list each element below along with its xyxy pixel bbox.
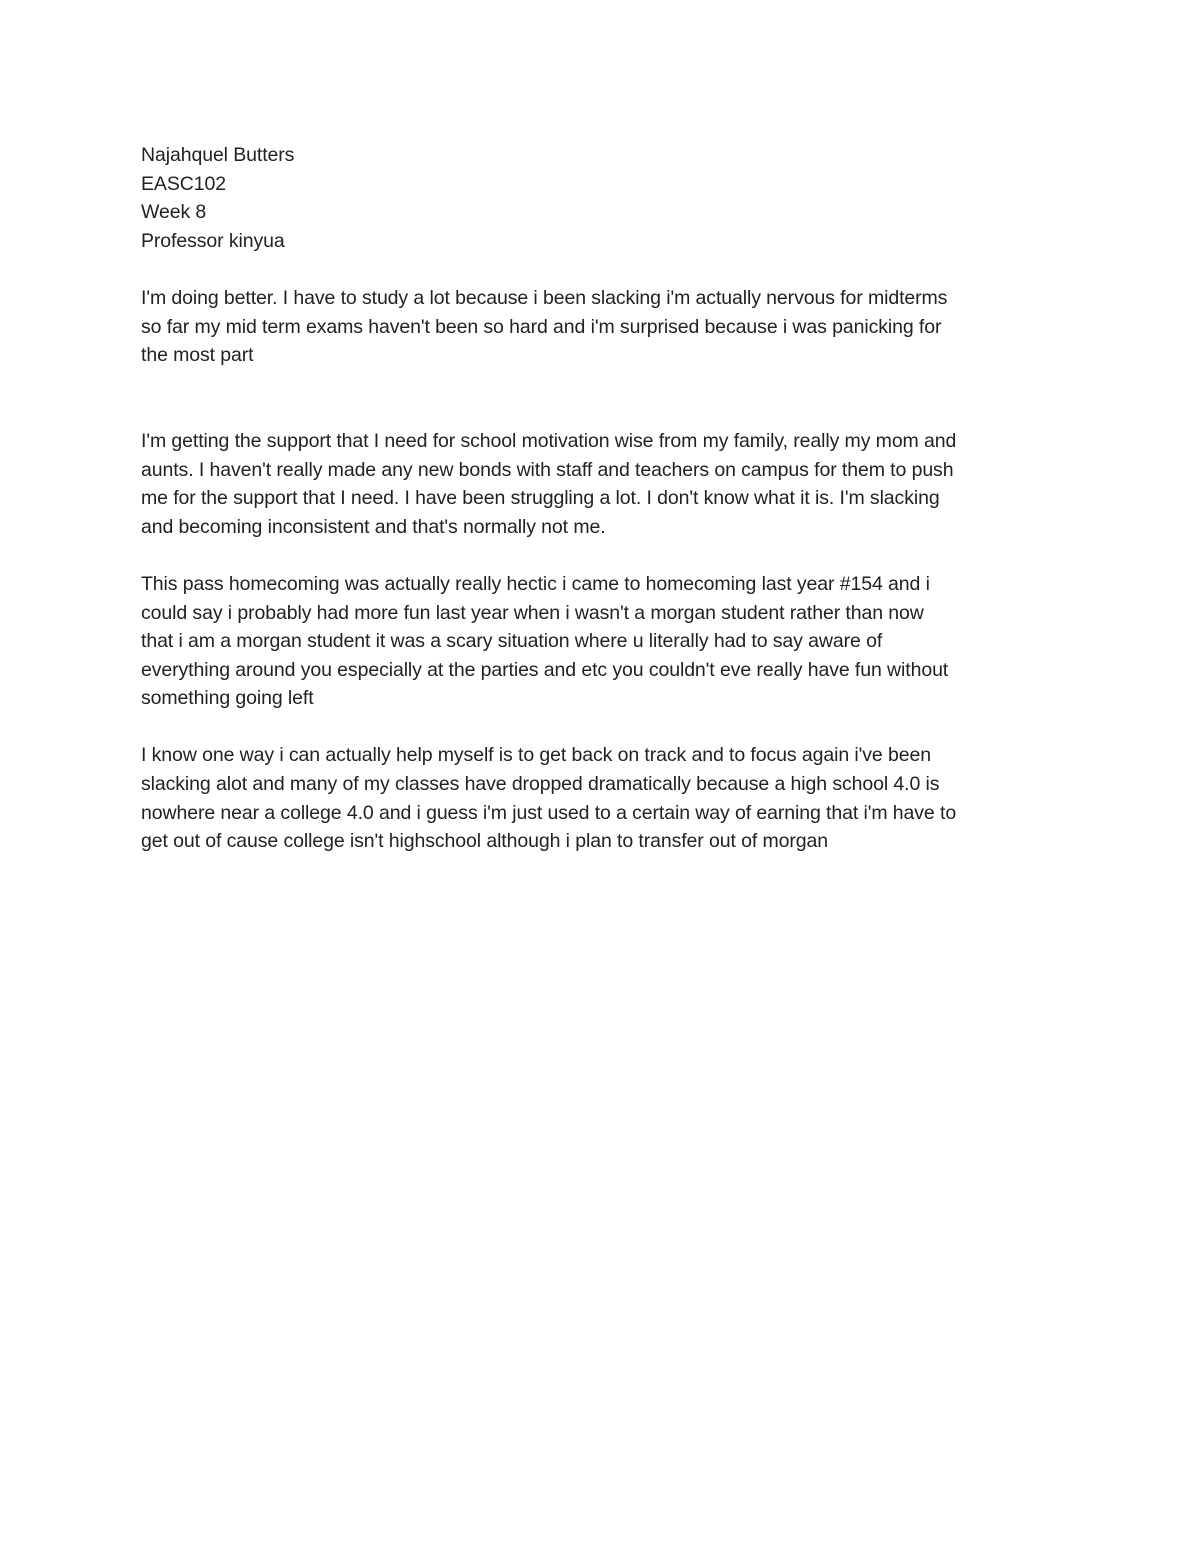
paragraph-1 — [141, 284, 1061, 370]
paragraph-line: I'm doing better. I have to study a lot because i been slacking i'm actually nervous for midterms — [141, 286, 948, 309]
course-code: EASC102 — [141, 172, 226, 195]
paragraph-line: I know one way i can actually help myself is to get back on track and to focus again i've been — [141, 744, 931, 767]
paragraph-line: the most part — [141, 344, 254, 367]
paragraph-line: that i am a morgan student it was a scary situation where u literally had to say aware of — [141, 630, 883, 653]
paragraph-line: I'm getting the support that I need for school motivation wise from my family, really my mom and — [141, 429, 957, 452]
paragraph-line: aunts. I haven't really made any new bonds with staff and teachers on campus for them to push — [141, 458, 954, 481]
paragraph-line: so far my mid term exams haven't been so hard and i'm surprised because i was panicking for — [141, 315, 942, 338]
student-name: Najahquel Butters — [141, 144, 295, 166]
paragraph-3 — [141, 570, 1061, 713]
paragraph-line: get out of cause college isn't highschool although i plan to transfer out of morgan — [141, 830, 829, 853]
document-body — [141, 141, 1061, 856]
document-header — [141, 141, 1061, 255]
paragraph-line: slacking alot and many of my classes have dropped dramatically because a high school 4.0 is — [141, 773, 940, 796]
paragraph-spacer — [141, 370, 1061, 427]
paragraph-spacer — [141, 541, 1061, 570]
paragraph-spacer — [141, 713, 1061, 742]
paragraph-line: nowhere near a college 4.0 and i guess i'm just used to a certain way of earning that i'm have to — [141, 801, 957, 824]
professor-name: Professor kinyua — [141, 229, 285, 252]
paragraph-4 — [141, 741, 1061, 855]
paragraph-line: and becoming inconsistent and that's normally not me. — [141, 515, 606, 538]
paragraph-2 — [141, 427, 1061, 541]
paragraph-line: something going left — [141, 687, 314, 710]
paragraph-line: me for the support that I need. I have been struggling a lot. I don't know what it is. I'm slacking — [141, 487, 940, 510]
paragraph-line: everything around you especially at the parties and etc you couldn't eve really have fun without — [141, 658, 949, 681]
paragraph-line: This pass homecoming was actually really hectic i came to homecoming last year #154 and i — [141, 572, 930, 595]
week-label: Week 8 — [141, 201, 207, 224]
paragraph-line: could say i probably had more fun last year when i wasn't a morgan student rather than now — [141, 601, 924, 624]
